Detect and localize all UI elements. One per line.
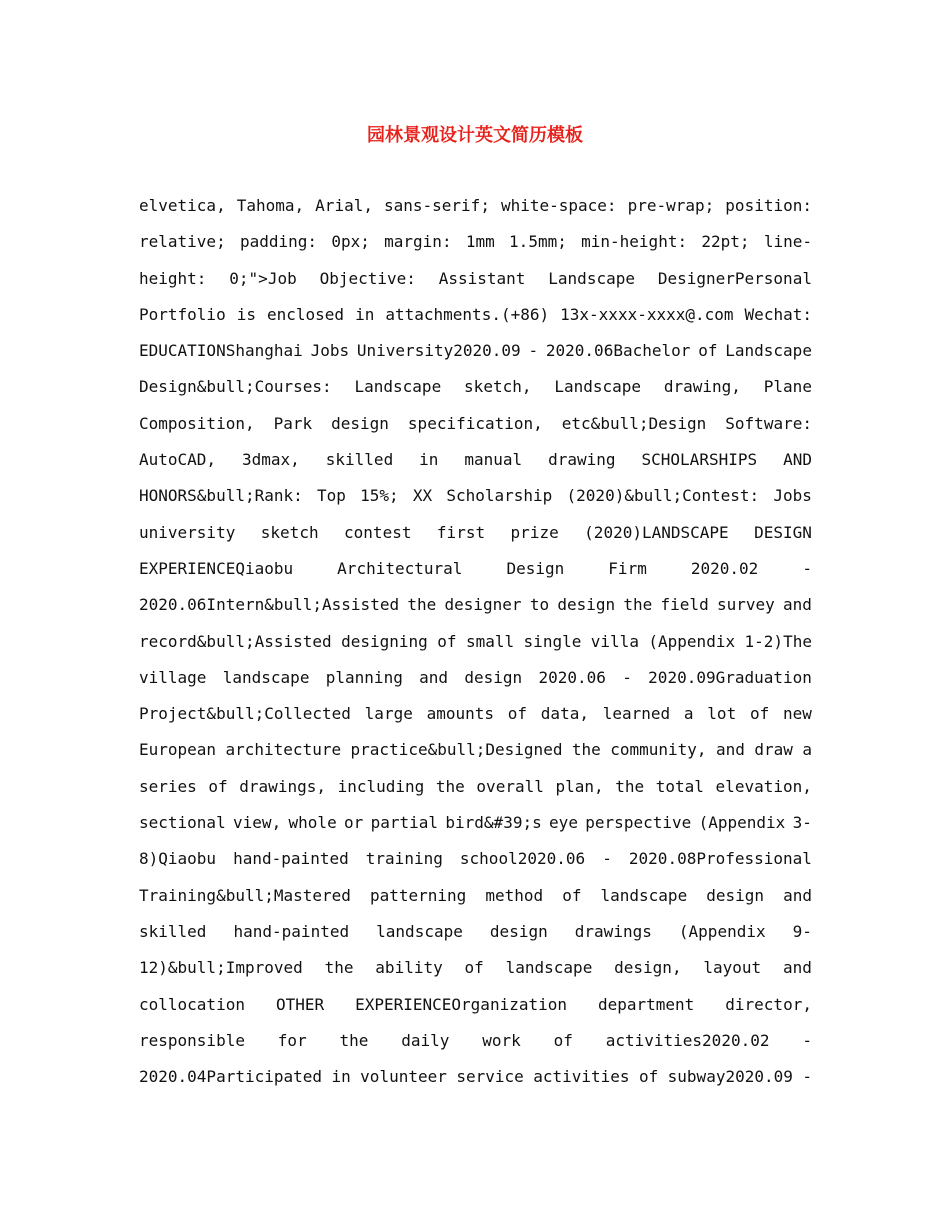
body-line: Design&bull;Courses: Landscape sketch, Landscape drawing, Plane xyxy=(139,377,812,397)
body-line: record&bull;Assisted designing of small single villa (Appendix 1-2)The xyxy=(139,631,812,651)
body-line: Training&bull;Mastered patterning method of landscape design and xyxy=(139,885,812,905)
body-line: 12)&bull;Improved the ability of landscape design, layout and xyxy=(139,958,812,978)
body-line: EDUCATIONShanghai Jobs University2020.09 - 2020.06Bachelor of Landscape xyxy=(139,341,812,361)
body-line: HONORS&bull;Rank: Top 15%; XX Scholarship (2020)&bull;Contest: Jobs xyxy=(139,486,812,506)
body-line: university sketch contest first prize (2020)LANDSCAPE DESIGN xyxy=(139,522,812,542)
body-line: series of drawings, including the overall plan, the total elevation, xyxy=(139,776,812,796)
body-line: skilled hand-painted landscape design drawings (Appendix 9- xyxy=(139,921,812,941)
body-line: AutoCAD, 3dmax, skilled in manual drawing SCHOLARSHIPS AND xyxy=(139,450,812,470)
body-line: elvetica, Tahoma, Arial, sans-serif; white-space: pre-wrap; position: xyxy=(139,196,812,215)
body-line: Composition, Park design specification, etc&bull;Design Software: xyxy=(139,413,812,433)
body-line: responsible for the daily work of activities2020.02 - xyxy=(139,1030,812,1050)
body-line: collocation OTHER EXPERIENCEOrganization department director, xyxy=(139,994,812,1014)
body-line: Portfolio is enclosed in attachments.(+86) 13x-xxxx-xxxx@.com Wechat: xyxy=(139,304,812,324)
document-body xyxy=(139,188,812,1095)
document-title: 园林景观设计英文简历模板 xyxy=(367,125,583,146)
body-line: sectional view, whole or partial bird&#39;s eye perspective (Appendix 3- xyxy=(139,813,812,833)
body-line: 8)Qiaobu hand-painted training school2020.06 - 2020.08Professional xyxy=(139,849,812,869)
body-line: European architecture practice&bull;Designed the community, and draw a xyxy=(139,740,812,760)
body-line: EXPERIENCEQiaobu Architectural Design Firm 2020.02 - xyxy=(139,558,812,578)
body-line: Project&bull;Collected large amounts of data, learned a lot of new xyxy=(139,704,812,724)
body-line: 2020.06Intern&bull;Assisted the designer to design the field survey and xyxy=(139,595,812,615)
body-line: relative; padding: 0px; margin: 1mm 1.5mm; min-height: 22pt; line- xyxy=(139,232,812,252)
body-line: 2020.04Participated in volunteer service activities of subway2020.09 - xyxy=(139,1067,812,1087)
body-line: village landscape planning and design 2020.06 - 2020.09Graduation xyxy=(139,667,812,687)
body-line: height: 0;">Job Objective: Assistant Landscape DesignerPersonal xyxy=(139,268,812,288)
